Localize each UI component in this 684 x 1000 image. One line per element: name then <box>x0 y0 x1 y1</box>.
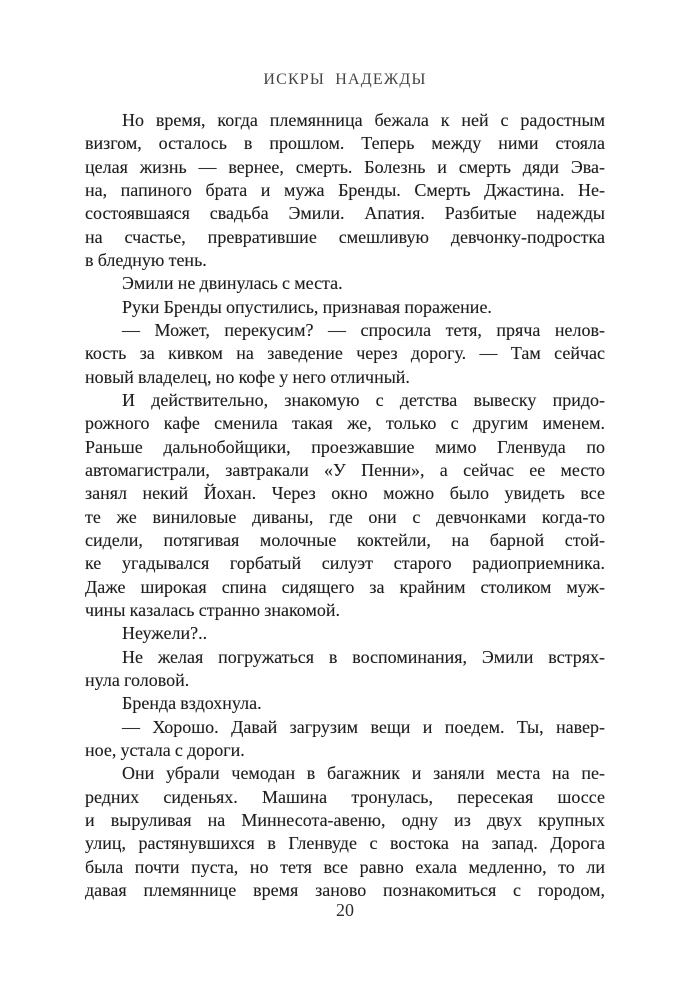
text-line: И действительно, знакомую с детства вывеску придо- <box>122 389 605 410</box>
text-line: ное, устала с дороги. <box>85 739 245 760</box>
text-line: Неужели?.. <box>122 623 208 644</box>
page-number: 20 <box>336 900 354 920</box>
text-line: те же виниловые диваны, где они с девчонками когда-то <box>85 506 605 527</box>
paragraph <box>85 319 605 389</box>
text-line: кость за кивком на заведение через дорогу. — Там сейчас <box>85 343 605 364</box>
text-line: — Хорошо. Давай загрузим вещи и поедем. Ты, навер- <box>122 716 605 737</box>
text-line: визгом, осталось в прошлом. Теперь между ними стояла <box>85 133 605 154</box>
text-line: целая жизнь — вернее, смерть. Болезнь и смерть дяди Эва- <box>85 156 605 177</box>
text-line: на счастье, превратившие смешливую девчонку-подростка <box>85 226 605 247</box>
text-line: чины казалась странно знакомой. <box>85 599 340 620</box>
running-title: ИСКРЫ НАДЕЖДЫ <box>263 71 427 88</box>
text-line: улиц, растянувшихся в Гленвуде с востока на запад. Дорога <box>85 833 605 854</box>
text-line: Но время, когда племянница бежала к ней с радостным <box>122 110 605 130</box>
text-line: редних сиденьях. Машина тронулась, пересекая шоссе <box>85 786 605 807</box>
paragraph <box>85 692 605 715</box>
text-line: на, папиного брата и мужа Бренды. Смерть Джастина. Не- <box>85 179 605 200</box>
text-line: была почти пуста, но тетя все равно ехала медленно, то ли <box>85 856 605 877</box>
text-line: Даже широкая спина сидящего за крайним столиком муж- <box>85 576 605 597</box>
text-line: сидели, потягивая молочные коктейли, на барной стой- <box>85 529 605 550</box>
text-line: автомагистрали, завтракали «У Пенни», а сейчас ее место <box>85 459 605 480</box>
text-line: Раньше дальнобойщики, проезжавшие мимо Гленвуда по <box>85 436 605 457</box>
paragraph <box>85 762 605 902</box>
text-line: давая племяннице время заново познакомиться с городом, <box>85 879 605 900</box>
text-line: в бледную тень. <box>85 249 207 270</box>
paragraph <box>85 622 605 645</box>
text-line: Руки Бренды опустились, признавая поражение. <box>122 296 492 317</box>
text-line: рожного кафе сменила такая же, только с другим именем. <box>85 413 605 434</box>
paragraph <box>85 646 605 693</box>
text-line: новый владелец, но кофе у него отличный. <box>85 366 410 387</box>
paragraph <box>85 389 605 622</box>
text-line: нула головой. <box>85 669 190 690</box>
text-line: занял некий Йохан. Через окно можно было увидеть все <box>85 483 605 504</box>
text-line: состоявшаяся свадьба Эмили. Апатия. Разбитые надежды <box>85 203 605 224</box>
paragraph <box>85 716 605 763</box>
paragraph <box>85 296 605 319</box>
text-line: и выруливая на Миннесота-авеню, одну из двух крупных <box>85 809 605 830</box>
paragraph <box>85 272 605 295</box>
text-line: Бренда вздохнула. <box>122 693 262 714</box>
text-line: Не желая погружаться в воспоминания, Эмили встрях- <box>122 646 605 667</box>
text-line: Эмили не двинулась с места. <box>122 273 343 294</box>
paragraph <box>85 109 605 272</box>
text-block <box>85 109 605 902</box>
text-line: Они убрали чемодан в багажник и заняли места на пе- <box>122 763 605 784</box>
text-line: ке угадывался горбатый силуэт старого радиоприемника. <box>85 553 605 574</box>
text-line: — Может, перекусим? — спросила тетя, пряча нелов- <box>122 319 605 340</box>
